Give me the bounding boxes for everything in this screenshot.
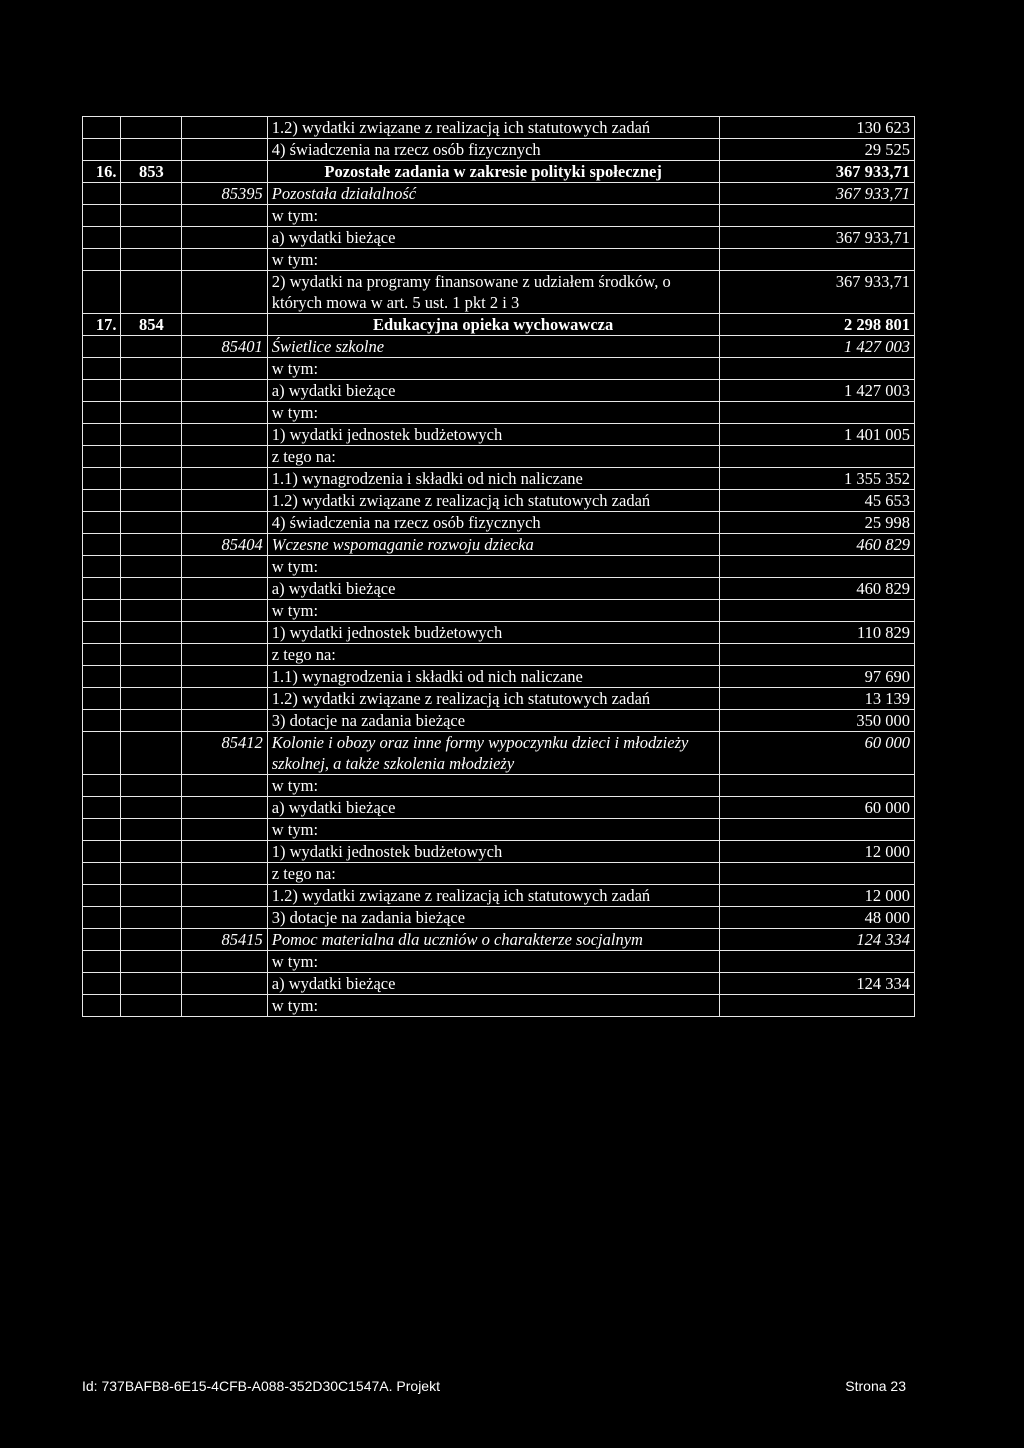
description-cell: 2) wydatki na programy finansowane z udziałem środków, o których mowa w art. 5 ust. 1 pkt 2 i 3 [267,271,719,314]
item-row [83,446,915,468]
rozdzial-code-cell [182,468,267,490]
amount-cell [719,446,914,468]
amount-cell: 60 000 [719,732,914,775]
page-number-footer: Strona 23 [845,1378,906,1394]
amount-cell: 367 933,71 [719,161,914,183]
rozdzial-code-cell [182,863,267,885]
item-row [83,973,915,995]
dzial-code-cell [121,885,182,907]
row-number-cell [83,139,121,161]
item-row [83,490,915,512]
row-number-cell [83,819,121,841]
rozdzial-code-cell [182,249,267,271]
amount-cell: 2 298 801 [719,314,914,336]
item-row [83,380,915,402]
amount-cell: 13 139 [719,688,914,710]
amount-cell: 124 334 [719,929,914,951]
rozdzial-code-cell [182,666,267,688]
amount-cell: 460 829 [719,534,914,556]
budget-table-body [83,117,915,1017]
row-number-cell [83,336,121,358]
item-row [83,951,915,973]
description-cell: 3) dotacje na zadania bieżące [267,907,719,929]
row-number-cell [83,710,121,732]
description-cell: Świetlice szkolne [267,336,719,358]
dzial-code-cell [121,819,182,841]
rozdzial-code-cell [182,271,267,314]
row-number-cell [83,512,121,534]
item-row [83,885,915,907]
amount-cell: 460 829 [719,578,914,600]
rozdzial-code-cell [182,600,267,622]
amount-cell: 350 000 [719,710,914,732]
dzial-code-cell [121,468,182,490]
amount-cell [719,819,914,841]
dzial-code-cell [121,534,182,556]
description-cell: w tym: [267,249,719,271]
amount-cell [719,402,914,424]
dzial-code-cell [121,227,182,249]
rozdzial-code-cell [182,117,267,139]
item-row [83,139,915,161]
rozdzial-code-cell [182,205,267,227]
description-cell: a) wydatki bieżące [267,380,719,402]
description-cell: 1.2) wydatki związane z realizacją ich statutowych zadań [267,117,719,139]
item-row [83,688,915,710]
description-cell: Kolonie i obozy oraz inne formy wypoczynku dzieci i młodzieży szkolnej, a także szkolenia młodzieży [267,732,719,775]
document-id-footer: Id: 737BAFB8-6E15-4CFB-A088-352D30C1547A. Projekt [82,1378,440,1394]
description-cell: 4) świadczenia na rzecz osób fizycznych [267,512,719,534]
dzial-code-cell [121,578,182,600]
rozdzial-code-cell [182,402,267,424]
row-number-cell: 17. [83,314,121,336]
rozdzial-code-cell [182,710,267,732]
dzial-code-cell [121,271,182,314]
row-number-cell [83,402,121,424]
amount-cell: 45 653 [719,490,914,512]
row-number-cell [83,271,121,314]
row-number-cell [83,907,121,929]
amount-cell [719,556,914,578]
amount-cell [719,644,914,666]
item-row [83,710,915,732]
dzial-code-cell [121,995,182,1017]
item-row [83,468,915,490]
dzial-code-cell [121,446,182,468]
chapter-row [83,183,915,205]
chapter-row [83,534,915,556]
row-number-cell [83,973,121,995]
chapter-row [83,929,915,951]
item-row [83,666,915,688]
rozdzial-code-cell [182,380,267,402]
amount-cell: 367 933,71 [719,271,914,314]
budget-table [82,116,915,1017]
row-number-cell [83,556,121,578]
item-row [83,556,915,578]
rozdzial-code-cell: 85401 [182,336,267,358]
item-row [83,205,915,227]
item-row [83,117,915,139]
dzial-code-cell [121,951,182,973]
description-cell: 1.1) wynagrodzenia i składki od nich naliczane [267,468,719,490]
item-row [83,819,915,841]
description-cell: Wczesne wspomaganie rozwoju dziecka [267,534,719,556]
description-cell: w tym: [267,951,719,973]
row-number-cell [83,424,121,446]
amount-cell: 60 000 [719,797,914,819]
rozdzial-code-cell [182,556,267,578]
rozdzial-code-cell [182,490,267,512]
row-number-cell [83,797,121,819]
row-number-cell [83,380,121,402]
amount-cell: 130 623 [719,117,914,139]
description-cell: 1) wydatki jednostek budżetowych [267,622,719,644]
row-number-cell [83,183,121,205]
item-row [83,841,915,863]
rozdzial-code-cell [182,973,267,995]
dzial-code-cell: 854 [121,314,182,336]
row-number-cell [83,600,121,622]
rozdzial-code-cell [182,907,267,929]
amount-cell [719,775,914,797]
description-cell: a) wydatki bieżące [267,227,719,249]
rozdzial-code-cell: 85404 [182,534,267,556]
row-number-cell [83,995,121,1017]
rozdzial-code-cell [182,644,267,666]
rozdzial-code-cell: 85412 [182,732,267,775]
description-cell: 3) dotacje na zadania bieżące [267,710,719,732]
chapter-row [83,732,915,775]
description-cell: z tego na: [267,446,719,468]
description-cell: 4) świadczenia na rzecz osób fizycznych [267,139,719,161]
dzial-code-cell [121,139,182,161]
row-number-cell [83,622,121,644]
dzial-code-cell [121,380,182,402]
row-number-cell [83,534,121,556]
amount-cell: 12 000 [719,841,914,863]
item-row [83,271,915,314]
dzial-code-cell [121,424,182,446]
row-number-cell [83,775,121,797]
row-number-cell [83,249,121,271]
rozdzial-code-cell [182,139,267,161]
description-cell: 1.2) wydatki związane z realizacją ich statutowych zadań [267,688,719,710]
amount-cell: 25 998 [719,512,914,534]
description-cell: Edukacyjna opieka wychowawcza [267,314,719,336]
row-number-cell [83,688,121,710]
amount-cell [719,951,914,973]
item-row [83,512,915,534]
item-row [83,578,915,600]
dzial-code-cell [121,688,182,710]
amount-cell: 1 427 003 [719,380,914,402]
dzial-code-cell [121,336,182,358]
rozdzial-code-cell [182,578,267,600]
item-row [83,863,915,885]
description-cell: w tym: [267,995,719,1017]
row-number-cell [83,578,121,600]
item-row [83,995,915,1017]
row-number-cell [83,227,121,249]
rozdzial-code-cell [182,314,267,336]
description-cell: Pozostałe zadania w zakresie polityki społecznej [267,161,719,183]
rozdzial-code-cell: 85395 [182,183,267,205]
amount-cell [719,358,914,380]
row-number-cell: 16. [83,161,121,183]
dzial-code-cell [121,644,182,666]
amount-cell [719,205,914,227]
dzial-code-cell [121,402,182,424]
dzial-code-cell [121,973,182,995]
dzial-code-cell [121,249,182,271]
row-number-cell [83,929,121,951]
dzial-code-cell [121,117,182,139]
amount-cell [719,863,914,885]
row-number-cell [83,446,121,468]
dzial-code-cell [121,358,182,380]
rozdzial-code-cell [182,995,267,1017]
rozdzial-code-cell [182,227,267,249]
dzial-code-cell [121,622,182,644]
chapter-row [83,336,915,358]
amount-cell: 1 427 003 [719,336,914,358]
dzial-code-cell [121,205,182,227]
dzial-code-cell [121,710,182,732]
section-row [83,314,915,336]
rozdzial-code-cell [182,512,267,534]
row-number-cell [83,117,121,139]
row-number-cell [83,205,121,227]
description-cell: 1) wydatki jednostek budżetowych [267,424,719,446]
description-cell: 1.1) wynagrodzenia i składki od nich naliczane [267,666,719,688]
description-cell: w tym: [267,775,719,797]
item-row [83,775,915,797]
rozdzial-code-cell [182,819,267,841]
item-row [83,424,915,446]
dzial-code-cell [121,863,182,885]
item-row [83,249,915,271]
rozdzial-code-cell [182,775,267,797]
description-cell: 1.2) wydatki związane z realizacją ich statutowych zadań [267,885,719,907]
row-number-cell [83,468,121,490]
rozdzial-code-cell [182,424,267,446]
rozdzial-code-cell [182,446,267,468]
item-row [83,600,915,622]
description-cell: Pomoc materialna dla uczniów o charakterze socjalnym [267,929,719,951]
amount-cell: 367 933,71 [719,227,914,249]
dzial-code-cell [121,490,182,512]
rozdzial-code-cell [182,951,267,973]
item-row [83,797,915,819]
description-cell: w tym: [267,205,719,227]
description-cell: w tym: [267,600,719,622]
amount-cell: 367 933,71 [719,183,914,205]
dzial-code-cell [121,556,182,578]
rozdzial-code-cell [182,841,267,863]
amount-cell [719,995,914,1017]
rozdzial-code-cell: 85415 [182,929,267,951]
amount-cell [719,249,914,271]
rozdzial-code-cell [182,622,267,644]
amount-cell: 12 000 [719,885,914,907]
rozdzial-code-cell [182,885,267,907]
item-row [83,907,915,929]
description-cell: w tym: [267,358,719,380]
row-number-cell [83,863,121,885]
dzial-code-cell [121,841,182,863]
amount-cell: 1 355 352 [719,468,914,490]
row-number-cell [83,732,121,775]
dzial-code-cell [121,797,182,819]
row-number-cell [83,666,121,688]
description-cell: z tego na: [267,644,719,666]
description-cell: Pozostała działalność [267,183,719,205]
rozdzial-code-cell [182,688,267,710]
section-row [83,161,915,183]
item-row [83,402,915,424]
row-number-cell [83,841,121,863]
amount-cell: 124 334 [719,973,914,995]
description-cell: w tym: [267,402,719,424]
description-cell: 1.2) wydatki związane z realizacją ich statutowych zadań [267,490,719,512]
description-cell: w tym: [267,556,719,578]
item-row [83,622,915,644]
dzial-code-cell: 853 [121,161,182,183]
item-row [83,644,915,666]
description-cell: z tego na: [267,863,719,885]
description-cell: 1) wydatki jednostek budżetowych [267,841,719,863]
item-row [83,358,915,380]
rozdzial-code-cell [182,797,267,819]
description-cell: a) wydatki bieżące [267,797,719,819]
dzial-code-cell [121,907,182,929]
dzial-code-cell [121,183,182,205]
row-number-cell [83,490,121,512]
dzial-code-cell [121,666,182,688]
dzial-code-cell [121,600,182,622]
row-number-cell [83,885,121,907]
row-number-cell [83,358,121,380]
amount-cell: 29 525 [719,139,914,161]
dzial-code-cell [121,775,182,797]
rozdzial-code-cell [182,358,267,380]
amount-cell: 110 829 [719,622,914,644]
row-number-cell [83,951,121,973]
amount-cell: 97 690 [719,666,914,688]
row-number-cell [83,644,121,666]
amount-cell: 48 000 [719,907,914,929]
rozdzial-code-cell [182,161,267,183]
dzial-code-cell [121,732,182,775]
dzial-code-cell [121,929,182,951]
description-cell: w tym: [267,819,719,841]
dzial-code-cell [121,512,182,534]
amount-cell: 1 401 005 [719,424,914,446]
item-row [83,227,915,249]
amount-cell [719,600,914,622]
description-cell: a) wydatki bieżące [267,973,719,995]
description-cell: a) wydatki bieżące [267,578,719,600]
